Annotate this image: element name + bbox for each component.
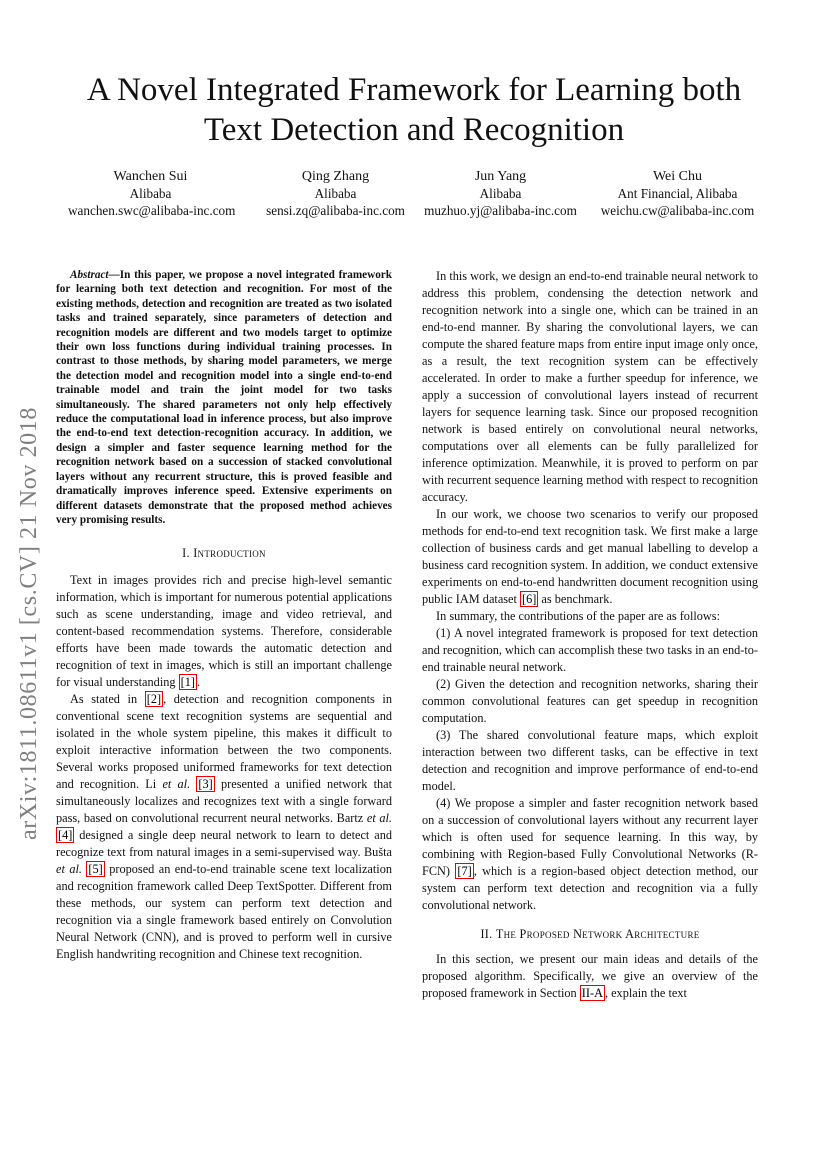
text-run: , detection and recognition components in conventional scene text recognition systems are sequential and isolated in the whole system pipeline, this makes it difficult to exploit interactive information between the two components. Several works proposed uniformed frameworks for text detection and recognition. Li [56,692,392,792]
author-email[interactable]: wanchen.swc@alibaba-inc.com [68,203,236,218]
citation-link[interactable]: [2] [146,692,162,707]
author-name: Wanchen Sui [113,169,188,184]
title-line-1: A Novel Integrated Framework for Learning both [86,72,742,108]
contribution-2: (2) Given the detection and recognition networks, sharing their common convolutional features can get speedup in recognition computation. [422,677,758,725]
author-3 [418,168,583,219]
contribution-1: (1) A novel integrated framework is proposed for text detection and recognition, which can accomplish these two tasks in an end-to-end trainable neural network. [422,626,758,674]
section-number: II. [480,927,496,941]
text-run: . [196,675,201,690]
right-paragraph-1: In this work, we design an end-to-end trainable neural network to address this problem, condensing the detection network and recognition network into a single one, which can be trained in an end-to-end manner. By sharing the convolutional layers, we can compute the shared feature maps from entire input image only once, as a result, the text recognition system can be effectively accelerated. In order to make a further speedup for inference, we apply a succession of convolutional layers instead of recurrent layers for sequence learning task. Since our proposed recognition network is based entirely on convolutional neural networks, computations over all elements can be fully parallelized for inference optimization. Meanwhile, it is proved to perform on par with recurrent sequence learning method with respect to recognition accuracy. [422,269,759,504]
text-run: presented a unified network that simultaneously localizes and recognizes text with a single forward pass, based on convolutional recurrent neural networks. Bartz [56,777,393,826]
section-title: Introduction [193,546,266,561]
author-email[interactable]: muzhuo.yj@alibaba-inc.com [424,203,577,218]
text-run: In this section, we present our main ideas and details of the proposed algorithm. Specifically, we give an overview of the proposed framework in Section [422,952,758,1000]
author-block [60,168,780,228]
abstract-label: Abstract [70,269,109,281]
abstract [56,268,392,527]
citation-link[interactable]: [6] [522,592,537,606]
section-title: The Proposed Network Architecture [495,927,700,941]
abstract-text: —In this paper, we propose a novel integrated framework for learning both text detection and recognition. For most of the existing methods, detection and recognition are treated as two isolated tasks and trained separately, since parameters of detection and recognition models are different and two models target to optimize their own loss functions during individual training processes. In contrast to those methods, by sharing model parameters, we merge the detection model and recognition model into a single end-to-end trainable model and train the joint model for two tasks simultaneously. The shared parameters not only help effectively reduce the computational load in inference process, but also improve the end-to-end text detection-recognition accuracy. In addition, we design a simpler and faster sequence learning method for the recognition network based on a succession of stacked convolutional layers without any recurrent structure, this is proved feasible and dramatically improves inference speed. Extensive experiments on different datasets demonstrate that the proposed method achieves very promising results. [56,269,392,526]
citation-link[interactable]: [4] [58,828,73,843]
author-4 [590,168,765,219]
contribution-3: (3) The shared convolutional feature maps, which exploit interaction between two different tasks, can be effective in text detection and recognition and improve performance of end-to-end model. [422,728,758,793]
author-affiliation: Alibaba [314,186,357,201]
section2-paragraph-1 [422,951,758,1002]
arxiv-stamp: arXiv:1811.08611v1 [cs.CV] 21 Nov 2018 [16,407,42,840]
author-affiliation: Alibaba [479,186,522,201]
intro-paragraph-2 [56,691,392,963]
citation-link[interactable]: [5] [88,862,103,877]
citation-link[interactable]: [3] [198,777,213,792]
text-run: proposed an end-to-end trainable scene text localization and recognition framework called Deep TextSpotter. Different from these methods, our system can perform text detection and recognition via a single framework based entirely on Convolution Neural Network (CNN), and is proved to perform well in cursive English handwriting recognition and Chinese text recognition. [56,862,392,962]
text-run: , explain the text [604,986,687,1000]
citation-link[interactable]: [7] [457,864,472,878]
text-run: designed a single deep neural network to learn to detect and recognize text from natural images in a semi-supervised way. Bušta [56,828,392,860]
text-run: Text in images provides rich and precise high-level semantic information, which is important for numerous potential applications such as scene understanding, image and video retrieval, and content-based recommendation systems. Therefore, considerable efforts have been made towards the automatic detection and recognition of text in images, which is still an important challenge for visual understanding [56,573,392,690]
left-column [56,268,392,963]
section-heading-introduction [56,545,392,562]
author-email[interactable]: weichu.cw@alibaba-inc.com [600,203,755,218]
et-al: et al. [366,811,392,826]
author-2 [253,168,418,219]
text-run: as benchmark. [538,592,613,606]
section-heading-architecture [422,926,758,943]
et-al: et al. [56,862,82,877]
text-run: As stated in [70,692,145,707]
section-number: I. [182,546,194,561]
text-run: (4) We propose a simpler and faster recognition network based on a succession of convolutional layers without any recurrent layer which is often used for sequence learning. In this way, by combining with Region-based Fully Convolutional Networks (R-FCN) [422,796,758,878]
contributions-intro: In summary, the contributions of the paper are as follows: [436,609,721,623]
title-line-2: Text Detection and Recognition [203,112,625,148]
author-name: Wei Chu [652,169,703,184]
contribution-4 [422,795,758,914]
text-run: , which is a region-based object detection method, our system can perform text detection and recognition via a fully convolutional network. [422,864,758,912]
author-name: Jun Yang [474,169,527,184]
paper-title [40,70,788,150]
citation-link[interactable]: [1] [180,675,195,690]
right-column [422,268,758,1002]
et-al: et al. [162,777,191,792]
author-name: Qing Zhang [301,169,370,184]
author-1 [68,168,236,219]
intro-paragraph-1 [56,572,392,691]
text-run: In our work, we choose two scenarios to verify our proposed methods for end-to-end text recognition task. We first make a large collection of business cards and get manual labelling to develop a business card recognition system. In addition, we conduct extensive experiments on end-to-end handwritten document recognition using public IAM dataset [422,507,758,606]
section-reference-link[interactable]: II-A [581,986,603,1000]
author-email[interactable]: sensi.zq@alibaba-inc.com [266,203,405,218]
author-affiliation: Ant Financial, Alibaba [617,186,738,201]
right-paragraph-2 [422,506,758,608]
author-affiliation: Alibaba [129,186,172,201]
